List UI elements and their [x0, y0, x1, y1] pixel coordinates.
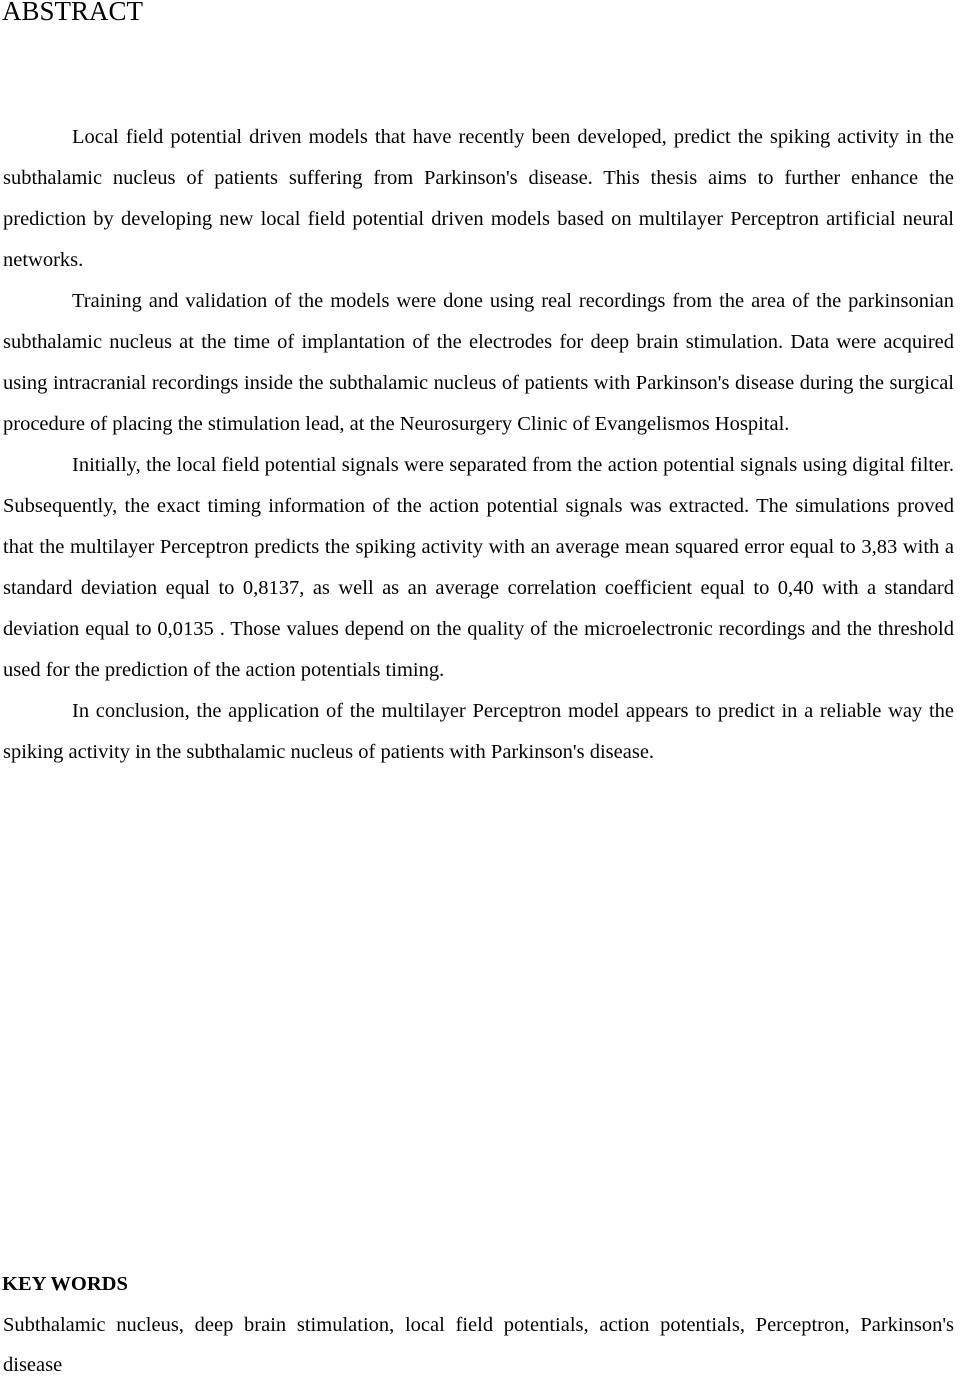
abstract-paragraph-2: Training and validation of the models were done using real recordings from the area of the parkinsonian subthalamic nucleus at the time of implantation of the electrodes for deep brain stimulation. Data were acquired using intracranial recordings inside the subthalamic nucleus of patients with Parkinson's disease during the surgical procedure of placing the stimulation lead, at the Neurosurgery Clinic of Evangelismos Hospital. — [3, 290, 954, 435]
keywords-text: Subthalamic nucleus, deep brain stimulation, local field potentials, action potentials, Perceptron, Parkinson's disease — [3, 1314, 954, 1376]
abstract-body — [3, 117, 954, 773]
abstract-paragraph-4: In conclusion, the application of the multilayer Perceptron model appears to predict in a reliable way the spiking activity in the subthalamic nucleus of patients with Parkinson's disease. — [3, 700, 954, 763]
abstract-paragraph-1: Local field potential driven models that have recently been developed, predict the spiking activity in the subthalamic nucleus of patients suffering from Parkinson's disease. This thesis aims to further enhance the prediction by developing new local field potential driven models based on multilayer Perceptron artificial neural networks. — [3, 126, 954, 271]
keywords-heading: KEY WORDS — [2, 1273, 128, 1295]
abstract-heading: ABSTRACT — [2, 0, 144, 26]
abstract-paragraph-3: Initially, the local field potential signals were separated from the action potential signals using digital filter. Subsequently, the exact timing information of the action potential signals was extracted. The simulations proved that the multilayer Perceptron predicts the spiking activity with an average mean squared error equal to 3,83 with a standard deviation equal to 0,8137, as well as an average correlation coefficient equal to 0,40 with a standard deviation equal to 0,0135 . Those values depend on the quality of the microelectronic recordings and the threshold used for the prediction of the action potentials timing. — [3, 454, 954, 681]
